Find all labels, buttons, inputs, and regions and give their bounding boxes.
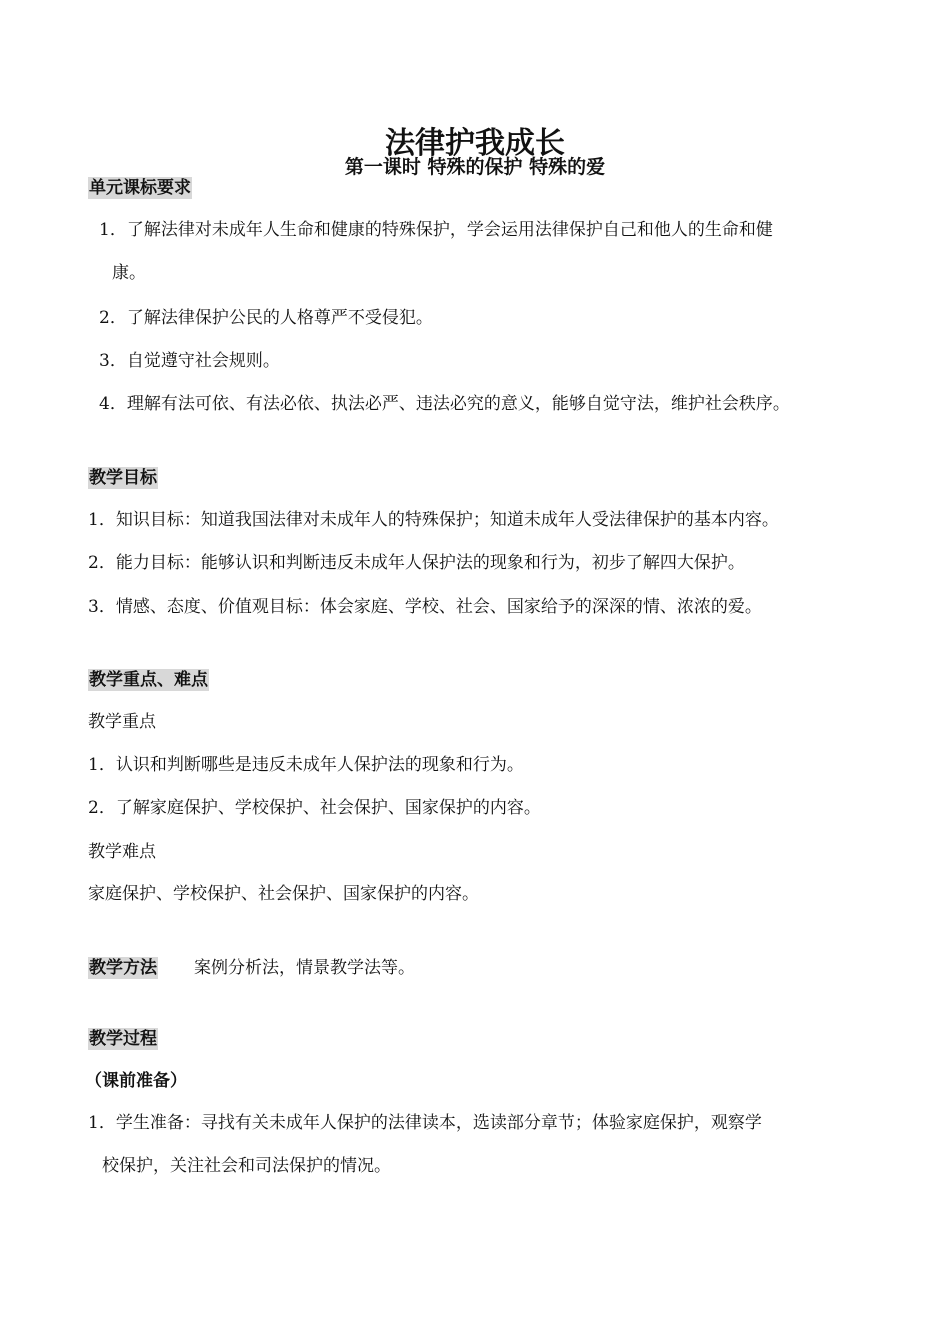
document-subtitle: 第一课时 特殊的保护 特殊的爱 bbox=[344, 156, 606, 178]
list-item: 3．自觉遵守社会规则。 bbox=[99, 351, 280, 371]
process-subheading: （课前准备） bbox=[85, 1071, 187, 1091]
focus-label: 教学重点 bbox=[88, 712, 156, 732]
section-heading-process: 教学过程 bbox=[89, 1029, 157, 1049]
method-text: 案例分析法，情景教学法等。 bbox=[194, 958, 415, 978]
list-item: 1．了解法律对未成年人生命和健康的特殊保护，学会运用法律保护自己和他人的生命和健 bbox=[99, 220, 773, 240]
list-item: 康。 bbox=[112, 263, 146, 283]
list-item: 2．能力目标：能够认识和判断违反未成年人保护法的现象和行为，初步了解四大保护。 bbox=[88, 553, 745, 573]
difficulty-label: 教学难点 bbox=[88, 842, 156, 862]
section-heading-method: 教学方法 bbox=[89, 958, 157, 978]
list-item: 2．了解家庭保护、学校保护、社会保护、国家保护的内容。 bbox=[88, 798, 541, 818]
difficulty-text: 家庭保护、学校保护、社会保护、国家保护的内容。 bbox=[88, 884, 479, 904]
section-heading-unit-requirements: 单元课标要求 bbox=[89, 178, 191, 198]
document-title: 法律护我成长 bbox=[385, 126, 565, 161]
list-item: 2．了解法律保护公民的人格尊严不受侵犯。 bbox=[99, 308, 433, 328]
list-item: 4．理解有法可依、有法必依、执法必严、违法必究的意义，能够自觉守法，维护社会秩序。 bbox=[99, 394, 790, 414]
list-item: 校保护，关注社会和司法保护的情况。 bbox=[102, 1156, 391, 1176]
list-item: 1．知识目标：知道我国法律对未成年人的特殊保护；知道未成年人受法律保护的基本内容。 bbox=[88, 510, 779, 530]
section-heading-key-points: 教学重点、难点 bbox=[89, 670, 208, 690]
section-heading-teaching-goals: 教学目标 bbox=[89, 468, 157, 488]
list-item: 3．情感、态度、价值观目标：体会家庭、学校、社会、国家给予的深深的情、浓浓的爱。 bbox=[88, 597, 762, 617]
list-item: 1．学生准备：寻找有关未成年人保护的法律读本，选读部分章节；体验家庭保护，观察学 bbox=[88, 1113, 762, 1133]
list-item: 1．认识和判断哪些是违反未成年人保护法的现象和行为。 bbox=[88, 755, 524, 775]
